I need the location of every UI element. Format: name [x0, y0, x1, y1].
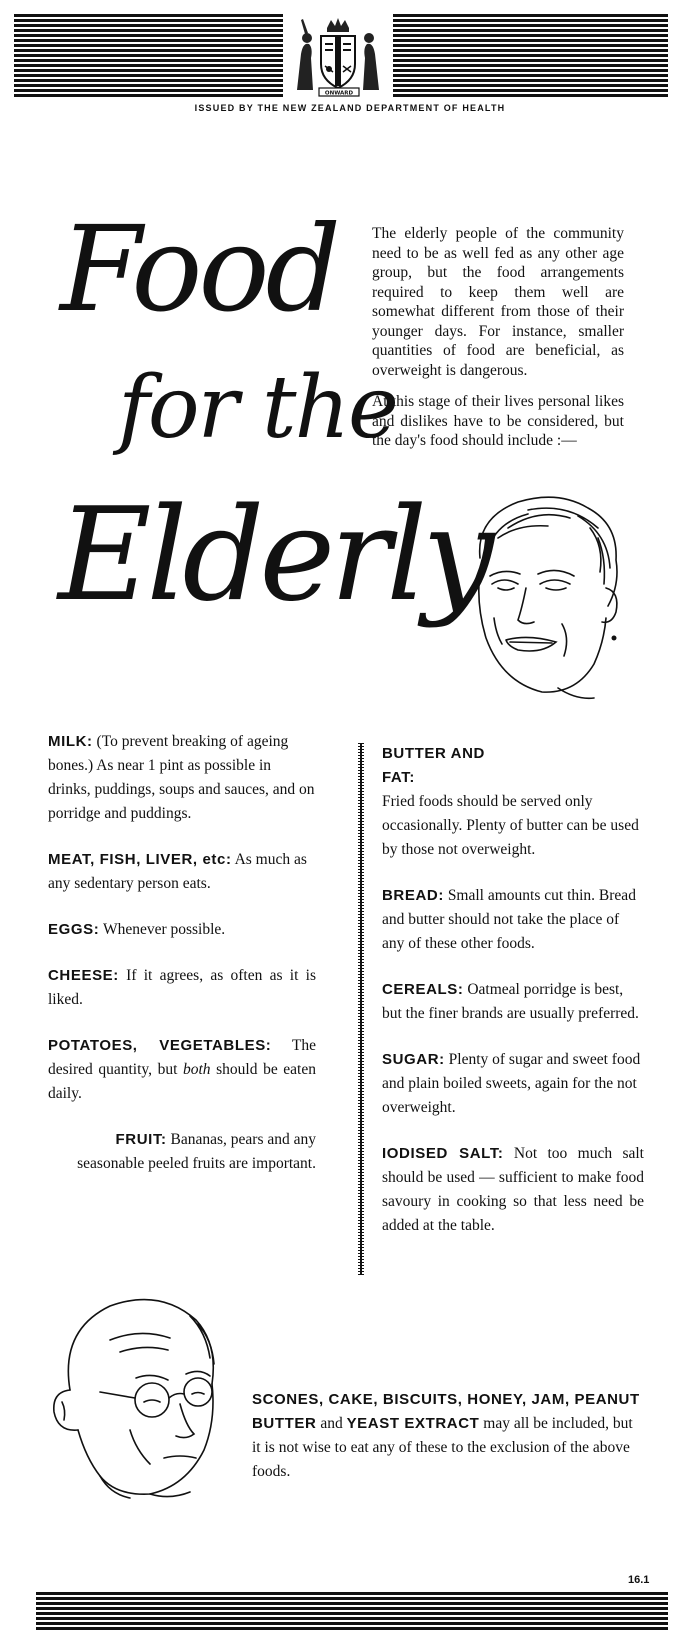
- item-text: If it agrees, as often as it is liked.: [48, 967, 316, 1008]
- intro-paragraph-1: The elderly people of the community need to be as well fed as any other age group, but the food arrangements required to keep them well are somewhat different from those of their younger days. For instance, smaller quantities of food are beneficial, as overweight is dangerous.: [372, 225, 624, 379]
- item-text: Whenever possible.: [99, 921, 226, 938]
- list-item-sugar: [382, 1048, 644, 1120]
- list-item-butter: [382, 742, 644, 862]
- item-label: EGGS:: [48, 921, 100, 938]
- item-text: Fried foods should be served only occasionally. Plenty of butter can be used by those not overweight.: [382, 793, 639, 858]
- item-text: As much as any sedentary person eats.: [48, 851, 307, 892]
- item-emphasis: both: [183, 1061, 211, 1078]
- item-label: CHEESE:: [48, 967, 119, 984]
- item-text: Plenty of sugar and sweet food and plain boiled sweets, again for the not overweight.: [382, 1051, 641, 1116]
- bottom-text: may all be included, but it is not wise to eat any of these to the exclusion of the above foods.: [252, 1415, 633, 1480]
- item-label: BUTTER AND FAT:: [382, 745, 485, 786]
- coat-of-arms-icon: [283, 14, 393, 98]
- item-label: FRUIT:: [115, 1131, 167, 1148]
- list-item-bread: [382, 884, 644, 956]
- title-elderly: Elderly: [58, 481, 490, 630]
- item-text: (To prevent breaking of ageing bones.) As near 1 pint as possible in drinks, puddings, soups and sauces, and on porridge and puddings.: [48, 733, 315, 822]
- elderly-man-illustration: [40, 1280, 240, 1500]
- item-text: The desired quantity, but: [48, 1037, 316, 1078]
- bottom-label-2: YEAST EXTRACT: [346, 1415, 480, 1432]
- item-text: should be eaten daily.: [48, 1061, 316, 1102]
- food-list-right: [382, 742, 644, 1260]
- item-label: MILK:: [48, 733, 93, 750]
- footer-rule-band: [36, 1592, 668, 1632]
- list-item-potatoes: [48, 1034, 316, 1106]
- item-text: Bananas, pears and any seasonable peeled fruits are important.: [77, 1131, 316, 1172]
- item-text: Not too much salt should be used — sufficient to make food savoury in cooking so that less need be added at the table.: [382, 1145, 644, 1234]
- item-label: CEREALS:: [382, 981, 464, 998]
- list-item-cereals: [382, 978, 644, 1026]
- list-item-cheese: [48, 964, 316, 1012]
- title-food: Food: [60, 200, 338, 338]
- intro-paragraph-2: At this stage of their lives personal likes and dislikes have to be considered, but the day's food should include :—: [372, 393, 624, 449]
- item-text: Small amounts cut thin. Bread and butter should not take the place of any of these other foods.: [382, 887, 636, 952]
- title-for-the: for the: [118, 358, 397, 458]
- item-label: SUGAR:: [382, 1051, 445, 1068]
- food-list-left: [48, 730, 316, 1198]
- list-item-eggs: [48, 918, 316, 942]
- list-item-salt: [382, 1142, 644, 1238]
- column-divider-line: [360, 743, 362, 1275]
- list-item-meat: [48, 848, 316, 896]
- coat-of-arms: [283, 14, 393, 98]
- item-label: BREAD:: [382, 887, 444, 904]
- intro-text: [372, 224, 624, 463]
- svg-text:ONWARD: ONWARD: [324, 90, 354, 97]
- bottom-paragraph: [252, 1388, 642, 1484]
- item-label: IODISED SALT:: [382, 1145, 504, 1162]
- list-item-milk: [48, 730, 316, 826]
- bottom-label: SCONES, CAKE, BISCUITS, HONEY, JAM, PEANUT BUTTER: [252, 1391, 640, 1432]
- issued-by-line: ISSUED BY THE NEW ZEALAND DEPARTMENT OF HEALTH: [194, 103, 506, 113]
- elderly-woman-illustration: [458, 488, 638, 708]
- list-item-fruit: [48, 1128, 316, 1176]
- ad-code: 16.1: [628, 1574, 650, 1586]
- item-label: POTATOES, VEGETABLES:: [48, 1037, 272, 1054]
- bottom-and: and: [316, 1415, 347, 1432]
- item-label: MEAT, FISH, LIVER, etc:: [48, 851, 232, 868]
- item-text: Oatmeal porridge is best, but the finer brands are usually preferred.: [382, 981, 639, 1022]
